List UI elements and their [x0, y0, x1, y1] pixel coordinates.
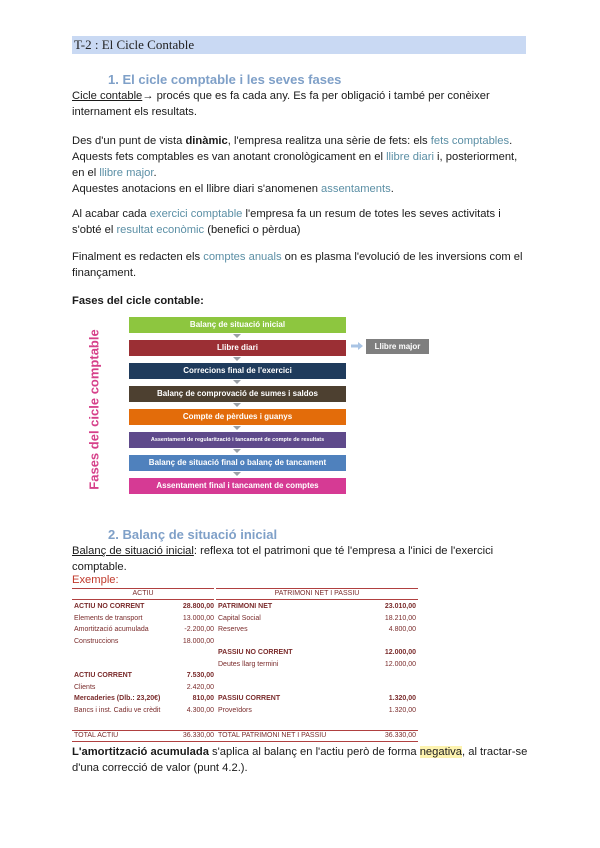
table-row	[72, 671, 418, 681]
down-arrow-icon	[233, 426, 241, 430]
diagram-step: Compte de pèrdues i guanys	[129, 409, 346, 425]
text: procés que es fa cada any. Es fa per obligació i també per conèixer internament els resultats.	[72, 90, 490, 118]
diagram-step: Balanç de comprovació de sumes i saldos	[129, 386, 346, 402]
cell-actiu-label: ACTIU CORRENT	[74, 672, 132, 679]
highlight-term: llibre major	[99, 167, 154, 179]
arrow-glyph: →	[142, 90, 154, 102]
cell-actiu-label: Bancs i inst. Cadiu ve crèdit	[74, 706, 161, 714]
diagram-step: Assentament final i tancament de comptes	[129, 478, 346, 494]
bold-term: dinàmic	[185, 135, 228, 147]
highlight-term: llibre diari	[386, 151, 434, 163]
cell-passiu-label: Deutes llarg termini	[218, 660, 279, 668]
cell-passiu-value: 23.010,00	[384, 603, 416, 610]
cell-passiu-label: Reserves	[218, 626, 248, 633]
cell-passiu-label: Capital Social	[218, 614, 261, 622]
text: , l'empresa realitza una sèrie de fets: els	[227, 135, 431, 147]
cell-actiu-label: Clients	[74, 683, 96, 691]
paragraph-comptes-anuals	[72, 249, 528, 281]
down-arrow-icon	[233, 449, 241, 453]
bold-term: L'amortització acumulada	[72, 746, 209, 758]
text: on es plasma l'evolució de les inversions com el finançament.	[72, 251, 523, 279]
highlight-term: resultat econòmic	[116, 224, 205, 236]
diagram-step: Balanç de situació final o balanç de tancament	[129, 455, 346, 471]
header-actiu: ACTIU	[72, 588, 214, 600]
cell-passiu-value: 12.000,00	[384, 649, 416, 656]
cell-passiu-label: PATRIMONI NET	[218, 603, 273, 610]
example-label: Exemple:	[72, 574, 119, 586]
cell-actiu-label: Construccions	[74, 637, 119, 645]
cell-actiu-value: -2.200,00	[184, 626, 214, 633]
highlight-term: assentaments	[321, 183, 391, 195]
cell-passiu-label: PASSIU CORRENT	[218, 695, 281, 702]
table-row	[72, 602, 418, 612]
cell-actiu-label: Mercaderies (Dlb.: 23,20€)	[74, 695, 161, 702]
diagram-step: Assentament de regularització i tancament de compte de resultats	[129, 432, 346, 448]
text: (benefici o pèrdua)	[204, 224, 301, 236]
paragraph-amortitzacio	[72, 744, 528, 776]
paragraph-cicle-contable	[72, 88, 528, 120]
term-balanc-inicial: Balanç de situació inicial	[72, 545, 194, 557]
down-arrow-icon	[233, 357, 241, 361]
total-actiu-label: TOTAL ACTIU	[74, 732, 119, 739]
text: .	[390, 183, 394, 195]
down-arrow-icon	[233, 403, 241, 407]
text: : reflexa tot el patrimoni que té l'empresa a l'inici de l'exercici comptable.	[72, 545, 494, 573]
cell-actiu-value: 13.000,00	[182, 614, 214, 622]
total-passiu-value: 36.330,00	[384, 732, 416, 739]
highlight-term: fets comptables	[430, 135, 510, 147]
table-row	[72, 637, 418, 647]
term-cicle-contable: Cicle contable	[72, 90, 143, 102]
text: . Aquests fets comptables es van anotant cronològicament en el	[72, 135, 513, 163]
vertical-label-text: Fases del cicle comptable	[86, 329, 102, 490]
cell-passiu-value: 12.000,00	[384, 660, 416, 668]
diagram-step: Balanç de situació inicial	[129, 317, 346, 333]
table-row	[72, 625, 418, 635]
highlight-term: exercici comptable	[149, 208, 243, 220]
text: i, posteriorment, en el	[72, 151, 518, 179]
diagram-step: Correcions final de l'exercici	[129, 363, 346, 379]
header-patrimoni: PATRIMONI NET I PASSIU	[216, 588, 418, 600]
text: .	[153, 167, 157, 179]
paragraph-balanc-inicial	[72, 543, 528, 575]
cell-actiu-value: 2.420,00	[186, 683, 214, 691]
cell-actiu-value: 810,00	[192, 695, 214, 702]
cell-passiu-value: 1.320,00	[388, 695, 416, 702]
libre-major-box: Llibre major	[366, 339, 429, 354]
down-arrow-icon	[233, 334, 241, 338]
text: Aquestes anotacions en el llibre diari s'anomenen	[72, 183, 322, 195]
table-row	[72, 694, 418, 704]
cell-actiu-value: 7.530,00	[186, 672, 214, 679]
down-arrow-icon	[233, 380, 241, 384]
page-header	[72, 36, 526, 54]
text: s'aplica al balanç en l'actiu però de forma	[208, 746, 420, 758]
cell-passiu-value: 18.210,00	[384, 614, 416, 622]
paragraph-exercici	[72, 206, 528, 238]
diagram-step: Llibre diari	[129, 340, 346, 356]
table-row	[72, 706, 418, 716]
cell-passiu-value: 1.320,00	[388, 706, 416, 714]
text: Al acabar cada	[72, 208, 150, 220]
text: Des d'un punt de vista	[72, 135, 186, 147]
cell-actiu-value: 28.800,00	[182, 603, 214, 610]
cell-actiu-label: Amortització acumulada	[74, 626, 149, 633]
cell-actiu-label: ACTIU NO CORRENT	[74, 603, 145, 610]
table-row	[72, 683, 418, 693]
down-arrow-icon	[233, 472, 241, 476]
text: l'empresa fa un resum de totes les seves activitats i s'obté el	[72, 208, 501, 236]
table-row	[72, 648, 418, 658]
text: Finalment es redacten els	[72, 251, 204, 263]
section2-heading: 2. Balanç de situació inicial	[108, 527, 278, 542]
paragraph-dinamic	[72, 133, 528, 197]
cell-actiu-value: 4.300,00	[186, 706, 214, 714]
total-passiu-label: TOTAL PATRIMONI NET I PASSIU	[218, 732, 327, 739]
section1-heading: 1. El cicle comptable i les seves fases	[108, 72, 342, 87]
total-actiu-value: 36.330,00	[182, 732, 214, 739]
text: , al tractar-se d'una correcció de valor (punt 4.2.).	[72, 746, 528, 774]
fases-title: Fases del cicle contable:	[72, 295, 204, 307]
cell-actiu-value: 18.000,00	[182, 637, 214, 645]
table-row	[72, 614, 418, 624]
table-row	[72, 660, 418, 670]
highlighted-word: negativa	[419, 746, 463, 758]
cell-passiu-label: PASSIU NO CORRENT	[218, 649, 293, 656]
total-row	[72, 730, 418, 742]
highlight-term: comptes anuals	[203, 251, 282, 263]
right-arrow-icon	[351, 342, 363, 350]
cell-passiu-label: Proveïdors	[218, 706, 252, 714]
cell-passiu-value: 4.800,00	[388, 626, 416, 633]
header-title: T-2 : El Cicle Contable	[74, 37, 195, 52]
cell-actiu-label: Elements de transport	[74, 614, 143, 622]
